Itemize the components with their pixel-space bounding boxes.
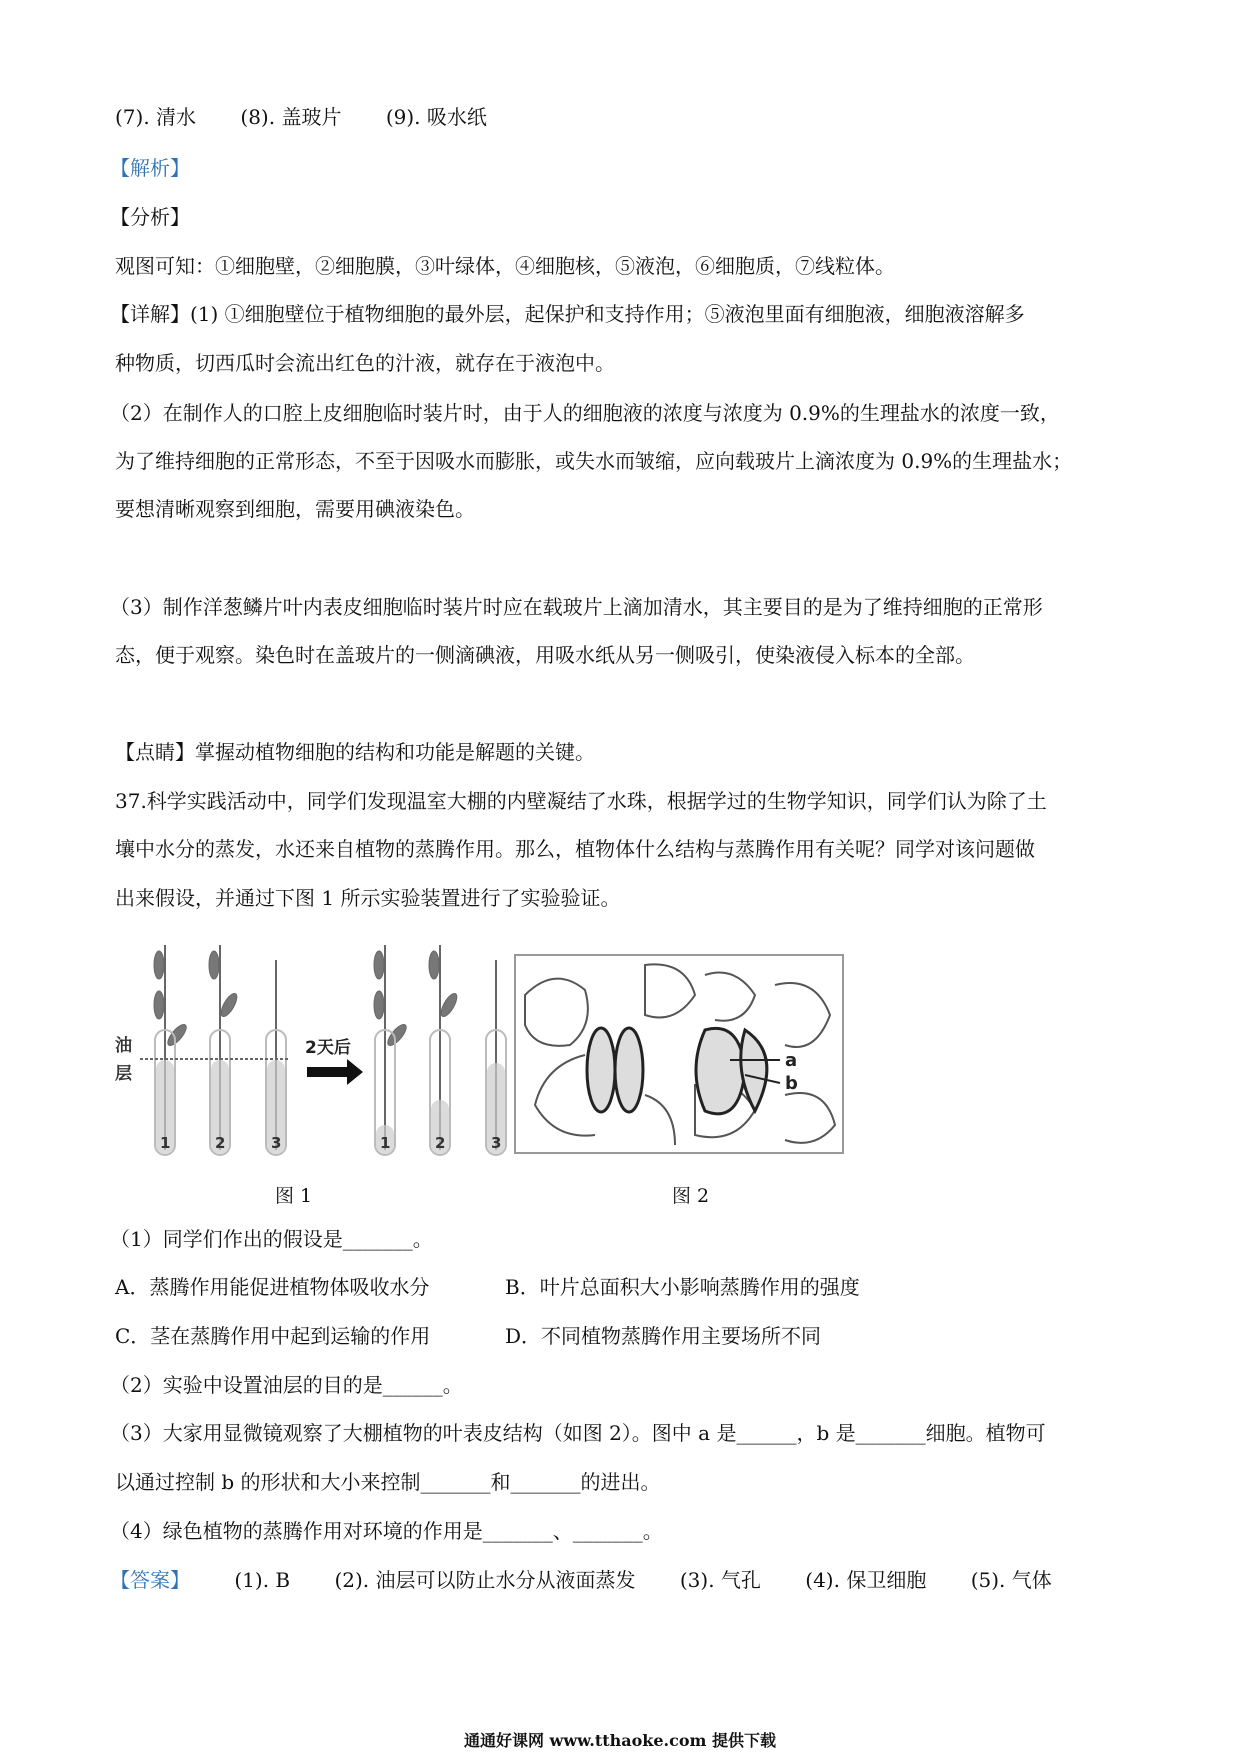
arrow-icon — [307, 1059, 363, 1085]
tube-label: 2 — [435, 1134, 446, 1152]
tube-label: 1 — [160, 1134, 171, 1152]
dianjing-text: 【点睛】掌握动植物细胞的结构和功能是解题的关键。 — [115, 740, 595, 764]
question-2: （2）实验中设置油层的目的是______。 — [110, 1373, 463, 1397]
detail-line: 为了维持细胞的正常形态，不至于因吸水而膨胀，或失水而皱缩，应向载玻片上滴浓度为 0.9%的生理盐水； — [115, 449, 1073, 473]
detail-line: （3）制作洋葱鳞片叶内表皮细胞临时装片时应在载玻片上滴加清水，其主要目的是为了维持细胞的正常形 — [110, 595, 1043, 619]
detail-line: （2）在制作人的口腔上皮细胞临时装片时，由于人的细胞液的浓度与浓度为 0.9%的生理盐水的浓度一致， — [110, 401, 1060, 425]
question-3: （3）大家用显微镜观察了大棚植物的叶表皮结构（如图 2）。图中 a 是______，b 是_______细胞。植物可 — [110, 1421, 1046, 1445]
label-b: b — [785, 1073, 798, 1094]
oil-label: 层 — [115, 1064, 132, 1084]
option-c: C．茎在蒸腾作用中起到运输的作用 — [115, 1324, 431, 1348]
option-a: A．蒸腾作用能促进植物体吸收水分 — [115, 1275, 430, 1299]
caption-figure-1: 图 1 — [275, 1185, 313, 1207]
tube-label: 3 — [271, 1134, 282, 1152]
answer-item: (8). 盖玻片 — [240, 105, 342, 129]
answer-line — [110, 1568, 1090, 1592]
answer-item: (3). 气孔 — [679, 1568, 761, 1592]
tube-label: 3 — [491, 1134, 502, 1152]
tube-label: 1 — [380, 1134, 391, 1152]
caption-figure-2: 图 2 — [672, 1185, 710, 1207]
fenxi-heading: 【分析】 — [110, 205, 190, 229]
detail-line: 种物质，切西瓜时会流出红色的汁液，就存在于液泡中。 — [115, 351, 615, 375]
option-d: D．不同植物蒸腾作用主要场所不同 — [505, 1324, 822, 1348]
arrow-label: 2天后 — [305, 1038, 351, 1058]
answer-item: (9). 吸水纸 — [385, 105, 487, 129]
detail-line: 态，便于观察。染色时在盖玻片的一侧滴碘液，用吸水纸从另一侧吸引，使染液侵入标本的全部。 — [115, 643, 975, 667]
oil-label: 油 — [115, 1036, 132, 1056]
option-b: B．叶片总面积大小影响蒸腾作用的强度 — [505, 1275, 860, 1299]
answer-item: (4). 保卫细胞 — [805, 1568, 927, 1592]
detail-line: 【详解】(1) ①细胞壁位于植物细胞的最外层，起保护和支持作用；⑤液泡里面有细胞液，细胞液溶解多 — [110, 302, 1025, 326]
jiexi-heading: 【解析】 — [110, 156, 190, 180]
answer-item: (5). 气体 — [970, 1568, 1052, 1592]
answer-item: (1). B — [234, 1568, 291, 1592]
label-a: a — [785, 1050, 798, 1071]
question-37-line: 37.科学实践活动中，同学们发现温室大棚的内壁凝结了水珠，根据学过的生物学知识，同学们认为除了土 — [115, 789, 1047, 813]
answer-item: (7). 清水 — [115, 105, 197, 129]
answer-item: (2). 油层可以防止水分从液面蒸发 — [334, 1568, 636, 1592]
figure-1-experiment — [115, 935, 845, 1160]
detail-line: 要想清晰观察到细胞，需要用碘液染色。 — [115, 497, 475, 521]
question-37-line: 壤中水分的蒸发，水还来自植物的蒸腾作用。那么，植物体什么结构与蒸腾作用有关呢？同学对该问题做 — [115, 837, 1035, 861]
question-3-cont: 以通过控制 b 的形状和大小来控制_______和_______的进出。 — [115, 1470, 661, 1494]
question-37-line: 出来假设，并通过下图 1 所示实验装置进行了实验验证。 — [115, 886, 621, 910]
page-footer: 通通好课网 www.tthaoke.com 提供下载 — [463, 1731, 777, 1750]
question-4: （4）绿色植物的蒸腾作用对环境的作用是_______、_______。 — [110, 1519, 663, 1543]
question-1: （1）同学们作出的假设是_______。 — [110, 1227, 433, 1251]
tube-label: 2 — [215, 1134, 226, 1152]
figure-2-stomata — [515, 955, 843, 1153]
answer-label: 【答案】 — [110, 1568, 190, 1592]
fenxi-text: 观图可知：①细胞壁，②细胞膜，③叶绿体，④细胞核，⑤液泡，⑥细胞质，⑦线粒体。 — [115, 254, 895, 278]
previous-answers — [115, 105, 487, 129]
